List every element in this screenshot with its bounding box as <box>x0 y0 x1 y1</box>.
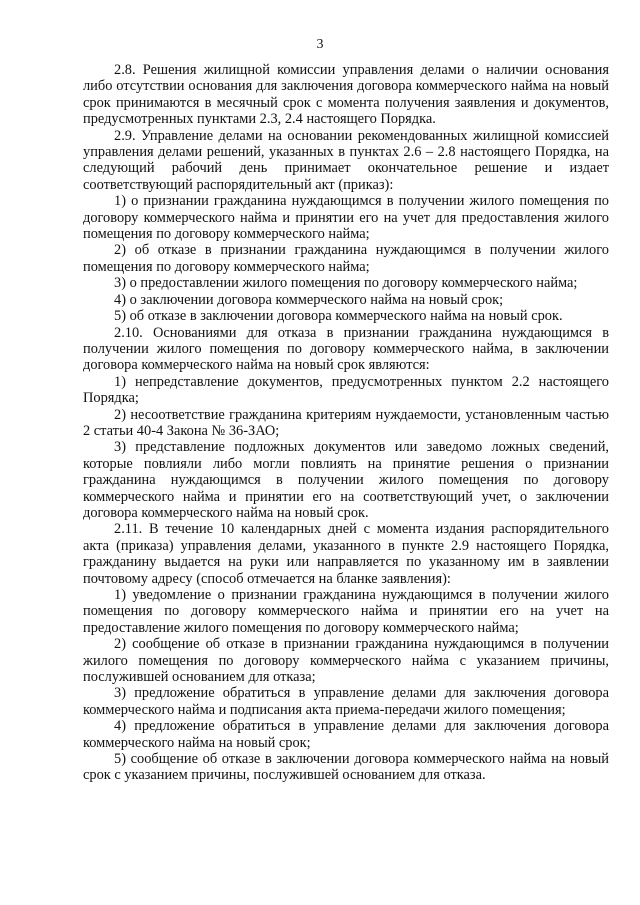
paragraph-2-9: 2.9. Управление делами на основании рекомендованных жилищной комиссией управления делами решений, указанных в пунктах 2.6 – 2.8 настоящего Порядка, на следующий рабочий день принимает окончательное решение и издает соответствующий распорядительный акт (приказ): <box>83 127 609 193</box>
list-item-2-10-3: 3) представление подложных документов или заведомо ложных сведений, которые повлияли либо могли повлиять на принятие решения о признании гражданина нуждающимся в получении жилого помещения по договору коммерческого найма и принятии его на соответствующий учет, о заключении договора коммерческого найма на новый срок. <box>83 439 609 521</box>
page-number: 3 <box>316 37 324 52</box>
list-item-2-9-2: 2) об отказе в признании гражданина нуждающимся в получении жилого помещения по договору коммерческого найма; <box>83 242 609 275</box>
list-item-2-10-1: 1) непредставление документов, предусмотренных пунктом 2.2 настоящего Порядка; <box>83 373 609 407</box>
list-item-2-11-3: 3) предложение обратиться в управление делами для заключения договора коммерческого найма и подписания акта приема-передачи жилого помещения; <box>83 685 609 718</box>
list-item-2-9-5: 5) об отказе в заключении договора коммерческого найма на новый срок. <box>114 308 563 325</box>
list-item-2-11-1: 1) уведомление о признании гражданина нуждающимся в получении жилого помещения по договору коммерческого найма и принятии его на учет на предоставление жилого помещения по договору коммерческого найма; <box>83 587 609 636</box>
list-item-2-11-4: 4) предложение обратиться в управление делами для заключения договора коммерческого найма на новый срок; <box>83 718 609 751</box>
paragraph-2-8: 2.8. Решения жилищной комиссии управления делами о наличии основания либо отсутствии основания для заключения договора коммерческого найма на новый срок принимаются в месячный срок с момента получения заявления и документов, предусмотренных пунктами 2.3, 2.4 настоящего Порядка. <box>83 62 609 128</box>
list-item-2-10-2: 2) несоответствие гражданина критериям нуждаемости, установленным частью 2 статьи 40-4 Закона № 36-ЗАО; <box>83 406 609 439</box>
list-item-2-9-4: 4) о заключении договора коммерческого найма на новый срок; <box>114 291 504 308</box>
paragraph-2-11: 2.11. В течение 10 календарных дней с момента издания распорядительного акта (приказа) управления делами, указанного в пункте 2.9 настоящего Порядка, гражданину выдается на руки или направляется по указанному им в заявлении почтовому адресу (способ отмечается на бланке заявления): <box>83 521 609 587</box>
list-item-2-11-2: 2) сообщение об отказе в признании гражданина нуждающимся в получении жилого помещения по договору коммерческого найма с указанием причины, послужившей основанием для отказа; <box>83 636 609 686</box>
list-item-2-9-1: 1) о признании гражданина нуждающимся в получении жилого помещения по договору коммерческого найма и принятии его на учет для предоставления жилого помещения по договору коммерческого найма; <box>83 193 609 243</box>
list-item-2-9-3: 3) о предоставлении жилого помещения по договору коммерческого найма; <box>114 275 578 292</box>
paragraph-2-10: 2.10. Основаниями для отказа в признании гражданина нуждающимся в получении жилого помещения по договору коммерческого найма, в заключении договора коммерческого найма на новый срок являются: <box>83 324 609 374</box>
list-item-2-11-5: 5) сообщение об отказе в заключении договора коммерческого найма на новый срок с указанием причины, послужившей основанием для отказа. <box>83 751 609 784</box>
document-body <box>83 62 609 784</box>
